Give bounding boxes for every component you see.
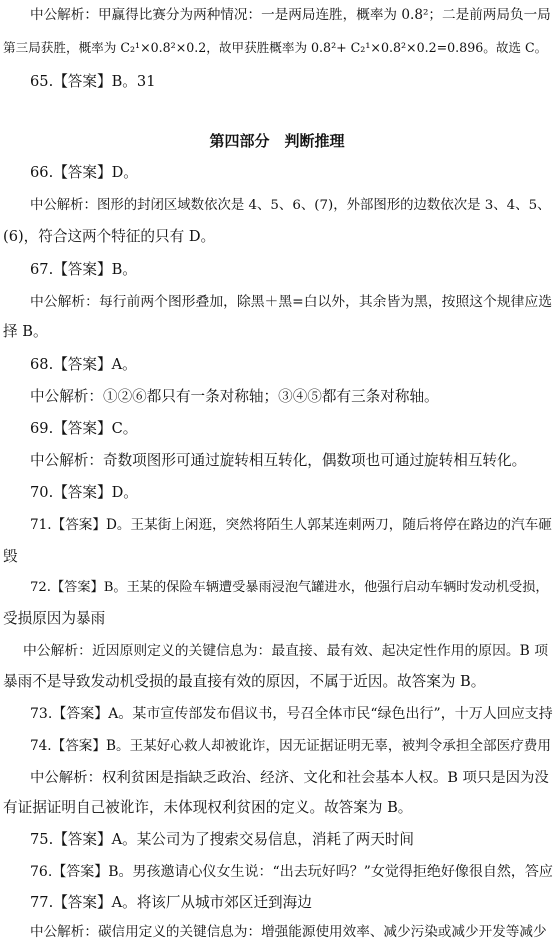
answer-line: 71.【答案】D。王某街上闲逛，突然将陌生人郭某连刺两刀，随后将停在路边的汽车砸 — [30, 517, 552, 533]
text-line: 中公解析：近因原则定义的关键信息为：最直接、最有效、起决定性作用的原因。B 项 — [23, 643, 549, 659]
text-line: 择 B。 — [3, 323, 48, 340]
answer-line: 74.【答案】B。王某好心救人却被讹诈，因无证据证明无辜，被判令承担全部医疗费用 — [30, 738, 551, 754]
text-line: 中公解析：①②⑥都只有一条对称轴；③④⑤都有三条对称轴。 — [30, 388, 439, 405]
answer-line: 76.【答案】B。男孩邀请心仪女生说：“出去玩好吗？”女觉得拒绝好像很自然，答应 — [30, 864, 553, 880]
text-line: 有证据证明自己被讹诈，未体现权利贫困的定义。故答案为 B。 — [3, 799, 413, 816]
answer-line: 68.【答案】A。 — [30, 356, 137, 373]
answer-line: 66.【答案】D。 — [30, 164, 138, 181]
answer-line: 72.【答案】B。王某的保险车辆遭受暴雨浸泡气罐进水，他强行启动车辆时发动机受损， — [30, 580, 549, 595]
text-line: 中公解析：图形的封闭区域数依次是 4、5、6、(7)，外部图形的边数依次是 3、4、5、 — [30, 198, 551, 213]
answer-line: 69.【答案】C。 — [30, 420, 138, 437]
answer-line: 73.【答案】A。某市宣传部发布倡议书，号召全体市民“绿色出行”，十万人回应支持 — [30, 706, 553, 722]
answer-line: 65.【答案】B。31 — [30, 73, 156, 90]
answer-line: 75.【答案】A。某公司为了搜索交易信息，消耗了两天时间 — [30, 831, 415, 848]
text-line: 中公解析：甲赢得比赛分为两种情况：一是两局连胜，概率为 0.8²；二是前两局负一局 — [30, 7, 551, 23]
text-line: 第三局获胜，概率为 C₂¹×0.8²×0.2，故甲获胜概率为 0.8²+ C₂¹×0.8²×0.2=0.896。故选 C。 — [3, 40, 548, 55]
text-line: 中公解析：碳信用定义的关键信息为：增强能源使用效率、减少污染或减少开发等减少 — [30, 924, 547, 940]
section-heading: 第四部分 判断推理 — [209, 132, 345, 150]
answer-line: 77.【答案】A。将该厂从城市郊区迁到海边 — [30, 894, 312, 911]
text-line: 中公解析：奇数项图形可通过旋转相互转化，偶数项也可通过旋转相互转化。 — [30, 452, 527, 469]
text-line: (6)，符合这两个特征的只有 D。 — [3, 228, 216, 245]
text-line: 中公解析：权利贫困是指缺乏政治、经济、文化和社会基本人权。B 项只是因为没 — [30, 770, 549, 786]
text-line: 暴雨不是导致发动机受损的最直接有效的原因，不属于近因。故答案为 B。 — [3, 673, 486, 690]
answer-line: 70.【答案】D。 — [30, 484, 138, 501]
answer-line: 67.【答案】B。 — [30, 261, 137, 278]
text-line: 受损原因为暴雨 — [3, 610, 106, 627]
text-line: 毁 — [3, 548, 18, 565]
text-line: 中公解析：每行前两个图形叠加，除黑＋黑=白以外，其余皆为黑，按照这个规律应选 — [30, 294, 553, 310]
